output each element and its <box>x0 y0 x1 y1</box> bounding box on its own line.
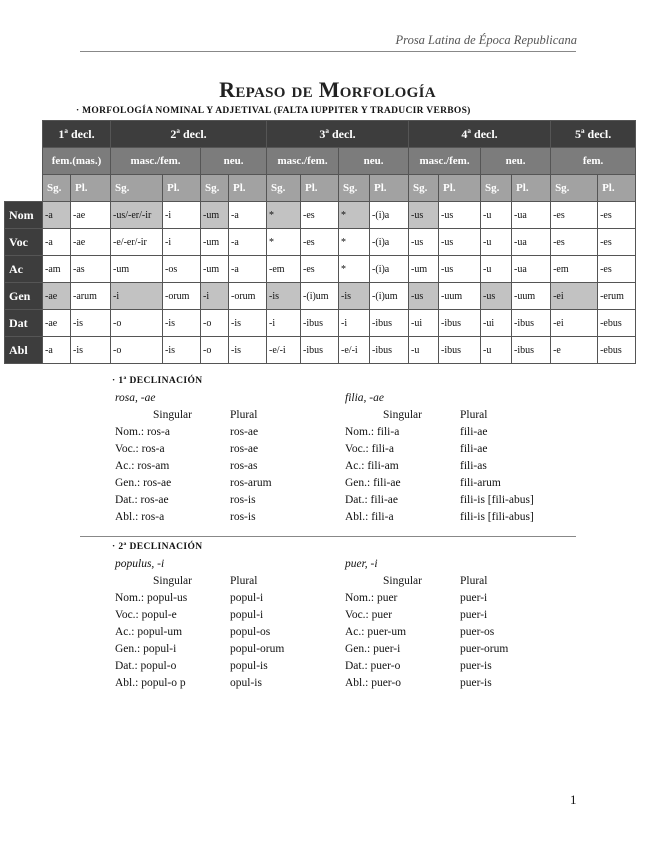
singular-form: Nom.: fili-a <box>345 426 400 438</box>
ending-cell: -ibus <box>370 337 409 364</box>
ending-cell: -ibus <box>512 310 551 337</box>
ending-cell: * <box>267 229 301 256</box>
ending-cell: -ua <box>512 229 551 256</box>
ending-cell: -uum <box>512 283 551 310</box>
ending-cell: -uum <box>439 283 481 310</box>
ending-cell: -us <box>481 283 512 310</box>
singular-form: Gen.: popul-i <box>115 643 177 655</box>
ending-cell: -is <box>163 337 201 364</box>
ending-cell: -ei <box>551 310 598 337</box>
ending-cell: -i <box>201 283 229 310</box>
decl1-heading: · 1ª DECLINACIÓN <box>112 376 203 386</box>
ending-cell: -es <box>598 202 636 229</box>
ending-cell: -ua <box>512 256 551 283</box>
singular-form: Abl.: puer-o <box>345 677 401 689</box>
ending-cell: -a <box>43 202 71 229</box>
singular-form: Gen.: fili-ae <box>345 477 401 489</box>
ending-cell: -e/-i <box>267 337 301 364</box>
header-rule <box>80 51 576 52</box>
ending-cell: -is <box>71 337 111 364</box>
number-header: Pl. <box>301 175 339 202</box>
ending-cell: -a <box>229 229 267 256</box>
number-header: Sg. <box>201 175 229 202</box>
singular-label: Singular <box>383 409 422 421</box>
decl-header: 3ª decl. <box>267 121 409 148</box>
ending-cell: -a <box>229 256 267 283</box>
ending-cell: -os <box>163 256 201 283</box>
singular-form: Ac.: popul-um <box>115 626 183 638</box>
singular-form: Dat.: ros-ae <box>115 494 169 506</box>
paradigm-lemma: puer, -i <box>345 558 378 570</box>
singular-form: Abl.: popul-o p <box>115 677 186 689</box>
ending-cell: -us <box>409 283 439 310</box>
plural-form: popul-i <box>230 609 264 621</box>
ending-cell: -es <box>301 202 339 229</box>
decl-header: 5ª decl. <box>551 121 636 148</box>
paradigm-row <box>345 592 580 609</box>
ending-cell: -em <box>267 256 301 283</box>
singular-label: Singular <box>153 575 192 587</box>
number-header: Pl. <box>439 175 481 202</box>
ending-cell: -as <box>71 256 111 283</box>
table-row <box>5 202 636 229</box>
plural-form: popul-i <box>230 592 264 604</box>
number-header: Pl. <box>229 175 267 202</box>
singular-form: Ac.: puer-um <box>345 626 407 638</box>
plural-form: opul-is <box>230 677 262 689</box>
plural-label: Plural <box>230 575 258 587</box>
running-head: Prosa Latina de Época Republicana <box>395 33 577 47</box>
case-label: Gen <box>5 283 43 310</box>
ending-cell: -um <box>201 229 229 256</box>
ending-cell: -is <box>229 310 267 337</box>
paradigm-row <box>115 494 350 511</box>
ending-cell: -ei <box>551 283 598 310</box>
page-title: Repaso de Morfología <box>219 77 436 102</box>
ending-cell: -us <box>409 229 439 256</box>
singular-form: Voc.: popul-e <box>115 609 177 621</box>
ending-cell: -orum <box>163 283 201 310</box>
ending-cell: -(i)a <box>370 229 409 256</box>
ending-cell: -ibus <box>301 337 339 364</box>
ending-cell: -is <box>267 283 301 310</box>
ending-cell: -o <box>201 310 229 337</box>
ending-cell: -em <box>551 256 598 283</box>
singular-form: Dat.: popul-o <box>115 660 177 672</box>
paradigm-row <box>115 426 350 443</box>
decl2-section <box>112 542 203 554</box>
paradigm-filia <box>345 392 580 528</box>
ending-cell: -i <box>339 310 370 337</box>
ending-cell: -u <box>481 202 512 229</box>
singular-form: Gen.: ros-ae <box>115 477 172 489</box>
ending-cell: -us/-er/-ir <box>111 202 163 229</box>
paradigm-row <box>115 643 350 660</box>
paradigm-row <box>345 660 580 677</box>
gender-header: neu. <box>339 148 409 175</box>
ending-cell: -is <box>229 337 267 364</box>
paradigm-row <box>115 660 350 677</box>
singular-form: Ac.: ros-am <box>115 460 170 472</box>
table-row <box>5 337 636 364</box>
ending-cell: * <box>339 256 370 283</box>
decl-header: 2ª decl. <box>111 121 267 148</box>
paradigm-row <box>345 494 580 511</box>
singular-form: Abl.: fili-a <box>345 511 394 523</box>
plural-label: Plural <box>230 409 258 421</box>
ending-cell: -o <box>111 337 163 364</box>
number-header: Pl. <box>163 175 201 202</box>
paradigm-lemma: filia, -ae <box>345 392 384 404</box>
case-label: Voc <box>5 229 43 256</box>
plural-form: fili-is [fili-abus] <box>460 511 534 523</box>
plural-form: puer-is <box>460 677 492 689</box>
ending-cell: -ae <box>71 229 111 256</box>
paradigm-populus <box>115 558 350 694</box>
decl-header: 4ª decl. <box>409 121 551 148</box>
plural-form: ros-is <box>230 511 256 523</box>
paradigm-row <box>345 511 580 528</box>
ending-cell: -o <box>201 337 229 364</box>
ending-cell: -is <box>163 310 201 337</box>
gender-header: neu. <box>481 148 551 175</box>
decl-header: 1ª decl. <box>43 121 111 148</box>
plural-form: popul-is <box>230 660 268 672</box>
plural-form: puer-i <box>460 592 488 604</box>
ending-cell: -us <box>439 202 481 229</box>
plural-form: puer-orum <box>460 643 509 655</box>
ending-cell: -ibus <box>301 310 339 337</box>
decl2-heading: · 2ª DECLINACIÓN <box>112 542 203 552</box>
decl1-section <box>112 376 203 388</box>
ending-cell: -us <box>439 256 481 283</box>
ending-cell: -a <box>43 337 71 364</box>
table-row <box>5 283 636 310</box>
ending-cell: -ibus <box>370 310 409 337</box>
ending-cell: -um <box>409 256 439 283</box>
ending-cell: -u <box>481 256 512 283</box>
table-row <box>5 229 636 256</box>
singular-label: Singular <box>153 409 192 421</box>
ending-cell: -a <box>43 229 71 256</box>
paradigm-puer <box>345 558 580 694</box>
number-header: Pl. <box>370 175 409 202</box>
paradigm-row <box>345 426 580 443</box>
plural-form: fili-as <box>460 460 487 472</box>
case-label: Dat <box>5 310 43 337</box>
ending-cell: -ibus <box>512 337 551 364</box>
singular-form: Nom.: puer <box>345 592 398 604</box>
ending-cell: -u <box>481 229 512 256</box>
ending-cell: -ibus <box>439 337 481 364</box>
ending-cell: -ae <box>43 283 71 310</box>
ending-cell: -ae <box>71 202 111 229</box>
ending-cell: -o <box>111 310 163 337</box>
ending-cell: -um <box>201 202 229 229</box>
ending-cell: -e/-er/-ir <box>111 229 163 256</box>
plural-form: ros-as <box>230 460 258 472</box>
singular-label: Singular <box>383 575 422 587</box>
ending-cell: * <box>267 202 301 229</box>
plural-form: puer-is <box>460 660 492 672</box>
ending-cell: -es <box>598 229 636 256</box>
morphology-table <box>4 120 636 364</box>
singular-form: Gen.: puer-i <box>345 643 401 655</box>
ending-cell: -ui <box>481 310 512 337</box>
plural-form: popul-os <box>230 626 271 638</box>
paradigm-lemma: rosa, -ae <box>115 392 156 404</box>
paradigm-row <box>345 643 580 660</box>
ending-cell: -ebus <box>598 310 636 337</box>
ending-cell: -am <box>43 256 71 283</box>
paradigm-row <box>345 443 580 460</box>
ending-cell: -i <box>267 310 301 337</box>
ending-cell: -ae <box>43 310 71 337</box>
paradigm-row <box>115 626 350 643</box>
number-header: Sg. <box>409 175 439 202</box>
case-label: Nom <box>5 202 43 229</box>
plural-label: Plural <box>460 409 488 421</box>
plural-label: Plural <box>460 575 488 587</box>
plural-form: fili-ae <box>460 443 488 455</box>
plural-form: ros-ae <box>230 426 259 438</box>
ending-cell: -arum <box>71 283 111 310</box>
ending-cell: -ebus <box>598 337 636 364</box>
paradigm-number-labels <box>115 409 350 426</box>
paradigm-number-labels <box>345 575 580 592</box>
ending-cell: -us <box>439 229 481 256</box>
number-header: Sg. <box>339 175 370 202</box>
paradigm-row <box>115 477 350 494</box>
paradigm-row <box>345 609 580 626</box>
plural-form: popul-orum <box>230 643 285 655</box>
ending-cell: -(i)a <box>370 256 409 283</box>
paradigm-row <box>115 443 350 460</box>
plural-form: ros-ae <box>230 443 259 455</box>
number-header: Pl. <box>512 175 551 202</box>
plural-form: puer-i <box>460 609 488 621</box>
paradigm-row <box>115 609 350 626</box>
ending-cell: -ibus <box>439 310 481 337</box>
ending-cell: -(i)a <box>370 202 409 229</box>
ending-cell: -es <box>551 229 598 256</box>
paradigm-row <box>115 677 350 694</box>
ending-cell: * <box>339 202 370 229</box>
number-header: Sg. <box>43 175 71 202</box>
paradigm-row <box>115 592 350 609</box>
ending-cell: -es <box>598 256 636 283</box>
table-row <box>5 310 636 337</box>
ending-cell: -i <box>163 202 201 229</box>
case-label: Ac <box>5 256 43 283</box>
page-number: 1 <box>570 792 577 807</box>
singular-form: Abl.: ros-a <box>115 511 165 523</box>
paradigm-row <box>345 626 580 643</box>
table-body <box>5 202 636 364</box>
ending-cell: -(i)um <box>370 283 409 310</box>
gender-header: masc./fem. <box>409 148 481 175</box>
plural-form: fili-ae <box>460 426 488 438</box>
plural-form: ros-is <box>230 494 256 506</box>
ending-cell: -(i)um <box>301 283 339 310</box>
table-row <box>5 256 636 283</box>
ending-cell: -um <box>201 256 229 283</box>
paradigm-row <box>115 511 350 528</box>
singular-form: Nom.: popul-us <box>115 592 188 604</box>
ending-cell: -a <box>229 202 267 229</box>
ending-cell: -es <box>301 229 339 256</box>
singular-form: Dat.: puer-o <box>345 660 401 672</box>
paradigm-rosa <box>115 392 350 528</box>
ending-cell: -ui <box>409 310 439 337</box>
ending-cell: -es <box>301 256 339 283</box>
ending-cell: -e/-i <box>339 337 370 364</box>
singular-form: Voc.: ros-a <box>115 443 165 455</box>
number-header: Sg. <box>481 175 512 202</box>
paradigm-row <box>345 677 580 694</box>
paradigm-number-labels <box>345 409 580 426</box>
ending-cell: -u <box>409 337 439 364</box>
number-header-row <box>5 175 636 202</box>
plural-form: puer-os <box>460 626 495 638</box>
gender-header: masc./fem. <box>111 148 201 175</box>
plural-form: fili-arum <box>460 477 501 489</box>
ending-cell: -i <box>111 283 163 310</box>
ending-cell: -erum <box>598 283 636 310</box>
ending-cell: -is <box>71 310 111 337</box>
number-header: Sg. <box>111 175 163 202</box>
ending-cell: -um <box>111 256 163 283</box>
ending-cell: -ua <box>512 202 551 229</box>
gender-header: neu. <box>201 148 267 175</box>
number-header: Sg. <box>551 175 598 202</box>
plural-form: ros-arum <box>230 477 272 489</box>
ending-cell: -e <box>551 337 598 364</box>
paradigm-row <box>345 477 580 494</box>
number-header: Pl. <box>71 175 111 202</box>
ending-cell: -orum <box>229 283 267 310</box>
paradigm-row <box>115 460 350 477</box>
number-header: Pl. <box>598 175 636 202</box>
ending-cell: -i <box>163 229 201 256</box>
paradigm-lemma: populus, -i <box>115 558 165 570</box>
singular-form: Ac.: fili-am <box>345 460 399 472</box>
ending-cell: -u <box>481 337 512 364</box>
plural-form: fili-is [fili-abus] <box>460 494 534 506</box>
ending-cell: -es <box>551 202 598 229</box>
singular-form: Voc.: fili-a <box>345 443 394 455</box>
singular-form: Dat.: fili-ae <box>345 494 399 506</box>
page-subtitle: · MORFOLOGÍA NOMINAL Y ADJETIVAL (FALTA IUPPITER Y TRADUCIR VERBOS) <box>76 106 471 116</box>
singular-form: Voc.: puer <box>345 609 393 621</box>
case-label: Abl <box>5 337 43 364</box>
gender-header: fem.(mas.) <box>43 148 111 175</box>
ending-cell: -us <box>409 202 439 229</box>
paradigm-number-labels <box>115 575 350 592</box>
number-header: Sg. <box>267 175 301 202</box>
gender-header-row <box>5 148 636 175</box>
ending-cell: -is <box>339 283 370 310</box>
section-divider <box>80 536 576 537</box>
gender-header: masc./fem. <box>267 148 339 175</box>
paradigm-row <box>345 460 580 477</box>
singular-form: Nom.: ros-a <box>115 426 170 438</box>
ending-cell: * <box>339 229 370 256</box>
declension-header-row <box>5 121 636 148</box>
gender-header: fem. <box>551 148 636 175</box>
